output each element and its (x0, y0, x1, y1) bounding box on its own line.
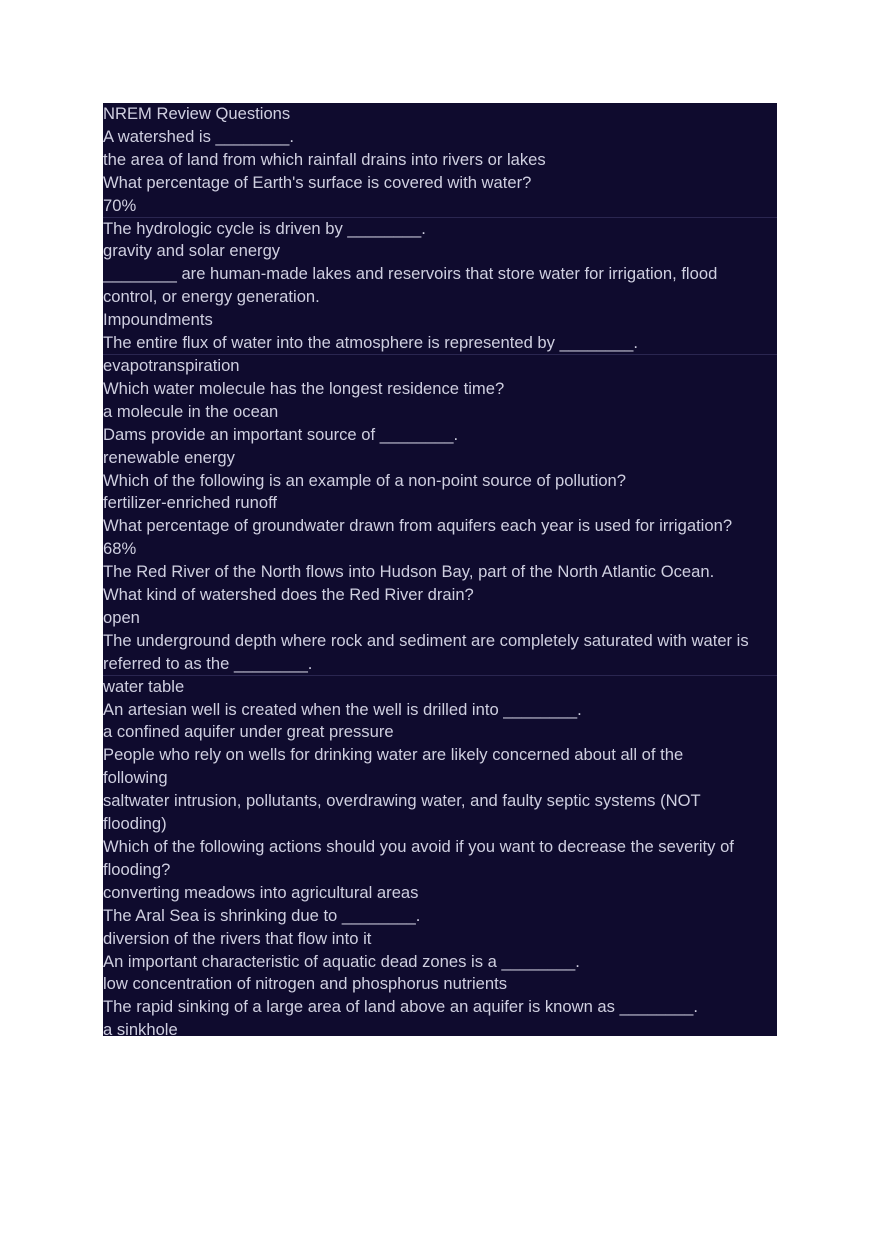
answer-line: 70% (103, 195, 137, 215)
document-title: NREM Review Questions (103, 104, 291, 123)
question-line: The Aral Sea is shrinking due to ________. (103, 905, 421, 925)
answer-line: saltwater intrusion, pollutants, overdrawing water, and faulty septic systems (NOT (103, 791, 701, 811)
answer-line: low concentration of nitrogen and phosphorus nutrients (103, 974, 508, 994)
question-line: An artesian well is created when the well is drilled into ________. (103, 699, 582, 719)
question-line: control, or energy generation. (103, 287, 320, 307)
question-line: What percentage of groundwater drawn from aquifers each year is used for irrigation? (103, 516, 733, 536)
question-line: Which of the following is an example of a non-point source of pollution? (103, 470, 627, 490)
question-line: The rapid sinking of a large area of land above an aquifer is known as ________. (103, 997, 699, 1017)
answer-line: open (103, 607, 140, 627)
question-line: The hydrologic cycle is driven by ________. (103, 218, 426, 238)
question-line: What percentage of Earth's surface is covered with water? (103, 172, 532, 192)
answer-line: converting meadows into agricultural areas (103, 882, 419, 902)
answer-line: a sinkhole (103, 1020, 178, 1036)
question-line: The Red River of the North flows into Hudson Bay, part of the North Atlantic Ocean. (103, 562, 715, 582)
question-line: following (103, 768, 168, 788)
question-line: referred to as the ________. (103, 653, 313, 673)
answer-line: flooding) (103, 814, 167, 834)
question-line: ________ are human-made lakes and reservoirs that store water for irrigation, flood (103, 264, 718, 284)
question-line: The entire flux of water into the atmosphere is represented by ________. (103, 333, 639, 353)
question-line: An important characteristic of aquatic dead zones is a ________. (103, 951, 580, 971)
answer-line: a molecule in the ocean (103, 401, 279, 421)
question-line: A watershed is ________. (103, 126, 294, 146)
question-line: The underground depth where rock and sediment are completely saturated with water is (103, 630, 749, 650)
answer-line: the area of land from which rainfall drains into rivers or lakes (103, 149, 546, 169)
question-line: Which of the following actions should you avoid if you want to decrease the severity of (103, 837, 734, 856)
document-text-block (103, 103, 777, 1036)
answer-line: 68% (103, 539, 137, 559)
question-line: What kind of watershed does the Red River drain? (103, 585, 474, 605)
question-line: Which water molecule has the longest residence time? (103, 378, 505, 398)
question-line: Dams provide an important source of ________. (103, 424, 459, 444)
answer-line: a confined aquifer under great pressure (103, 722, 394, 742)
answer-line: water table (103, 676, 185, 696)
answer-line: diversion of the rivers that flow into it (103, 928, 372, 948)
answer-line: Impoundments (103, 310, 213, 330)
question-line: flooding? (103, 859, 171, 879)
answer-line: fertilizer-enriched runoff (103, 493, 278, 513)
answer-line: renewable energy (103, 447, 235, 467)
answer-line: gravity and solar energy (103, 241, 281, 261)
answer-line: evapotranspiration (103, 355, 240, 375)
question-line: People who rely on wells for drinking water are likely concerned about all of the (103, 745, 684, 765)
